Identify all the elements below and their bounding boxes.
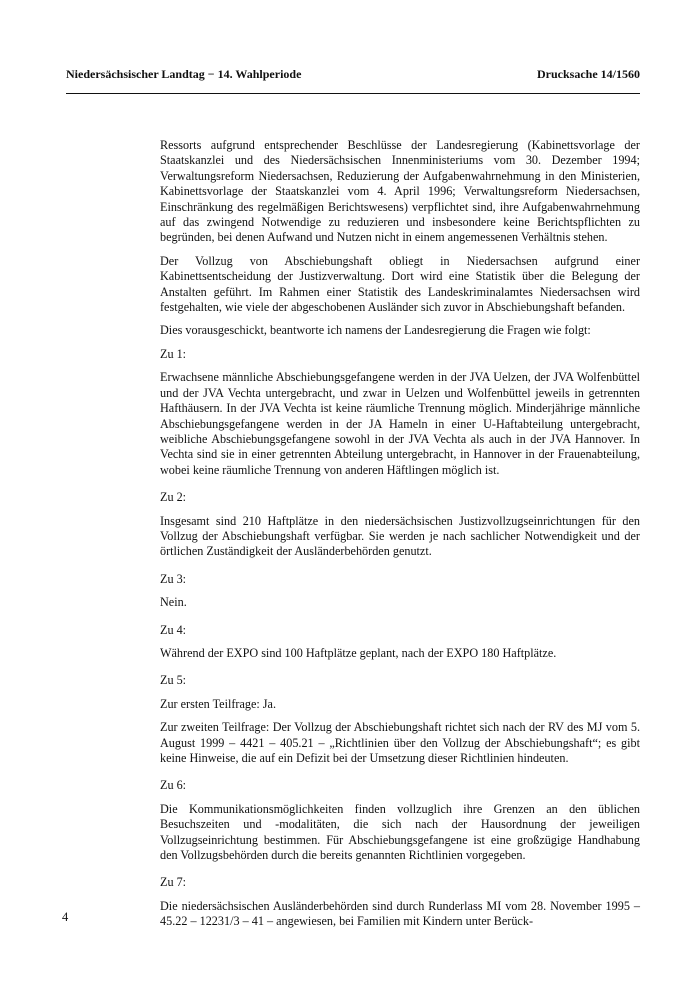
paragraph: Zur zweiten Teilfrage: Der Vollzug der Abschiebungshaft richtet sich nach der RV des MJ vom 5. August 1999 – 4421 – 405.21 – „Richtlinien über den Vollzug der Abschiebungshaft“; es gibt keine Hinweise, die auf ein Defizit bei der Umsetzung dieser Richtlinien hindeuten. [160, 720, 640, 765]
section-heading: Zu 6: [160, 778, 187, 793]
section-heading: Zu 3: [160, 571, 187, 586]
header-title: Niedersächsischer Landtag − 14. Wahlperiode [66, 67, 302, 81]
paragraph: Nein. [160, 595, 187, 610]
section-heading: Zu 5: [160, 673, 187, 688]
section-heading: Zu 7: [160, 875, 187, 890]
section-heading: Zu 4: [160, 622, 187, 637]
paragraph: Insgesamt sind 210 Haftplätze in den niedersächsischen Justizvollzugseinrichtungen für den Vollzug der Abschiebungshaft verfügbar. Sie werden je nach sachlicher Notwendigkeit und der örtlichen Zuständigkeit der Ausländerbehörden genutzt. [160, 513, 640, 559]
section-heading: Zu 1: [160, 346, 187, 361]
page-number: 4 [62, 910, 69, 924]
body-text [160, 138, 640, 938]
paragraph: Während der EXPO sind 100 Haftplätze geplant, nach der EXPO 180 Haftplätze. [160, 645, 557, 660]
paragraph: Erwachsene männliche Abschiebungsgefangene werden in der JVA Uelzen, der JVA Wolfenbüttel und der JVA Vechta untergebracht, und zwar in Uelzen und Wolfenbüttel jeweils in getrennten Hafthäusern. In der JVA Vechta ist keine räumliche Trennung möglich. Minderjährige männliche Abschiebungsgefangene werden in der JA Hameln in einer U-Haftabteilung untergebracht, weibliche Abschiebungsgefangene sowohl in der JVA Vechta als auch in der JVA Hannover. In Vechta sind sie in einer getrennten Abteilung untergebracht, in Hannover in der Frauenabteilung, wobei keine räumliche Trennung von anderen Häftlingen möglich ist. [160, 370, 640, 477]
header-rule [66, 93, 640, 94]
paragraph: Zur ersten Teilfrage: Ja. [160, 696, 277, 711]
paragraph: Der Vollzug von Abschiebungshaft obliegt in Niedersachsen aufgrund einer Kabinettsentscheidung der Justizverwaltung. Dort wird eine Statistik über die Belegung der Anstalten geführt. Im Rahmen einer Statistik des Landeskriminalamtes Niedersachsen wird festgehalten, wie viele der abgeschobenen Ausländer sich zuvor in Abschiebungshaft befanden. [160, 253, 640, 315]
paragraph: Die Kommunikationsmöglichkeiten finden vollzuglich ihre Grenzen an den üblichen Besuchszeiten und -modalitäten, die sich nach der Hausordnung der jeweiligen Vollzugseinrichtung bestimmen. Für Abschiebungsgefangene ist eine großzügige Handhabung den Vollzugsbehörden durch die bereits genannten Richtlinien vorgegeben. [160, 801, 640, 863]
section-heading: Zu 2: [160, 490, 187, 505]
paragraph: Dies vorausgeschickt, beantworte ich namens der Landesregierung die Fragen wie folgt: [160, 323, 591, 338]
paragraph: Die niedersächsischen Ausländerbehörden sind durch Runderlass MI vom 28. November 1995 – 45.22 – 12231/3 – 41 – angewiesen, bei Familien mit Kindern unter Berück- [160, 898, 640, 929]
paragraph: Ressorts aufgrund entsprechender Beschlüsse der Landesregierung (Kabinettsvorlage der Staatskanzlei und des Niedersächsischen Innenministeriums vom 30. Dezember 1994; Verwaltungsreform Niedersachsen, Reduzierung der Aufgabenwahrnehmung in den Ministerien, Kabinettsvorlage der Staatskanzlei vom 4. April 1996; Verwaltungsreform Niedersachsen, Einschränkung des regelmäßigen Berichtswesens) verpflichtet sind, ihre Aufgabenwahrnehmung auf das zwingend Notwendige zu reduzieren und insbesondere keine Berichtspflichten zu begründen, bei denen Aufwand und Nutzen nicht in einem angemessenen Verhältnis stehen. [160, 138, 640, 245]
document-number: Drucksache 14/1560 [537, 67, 640, 81]
